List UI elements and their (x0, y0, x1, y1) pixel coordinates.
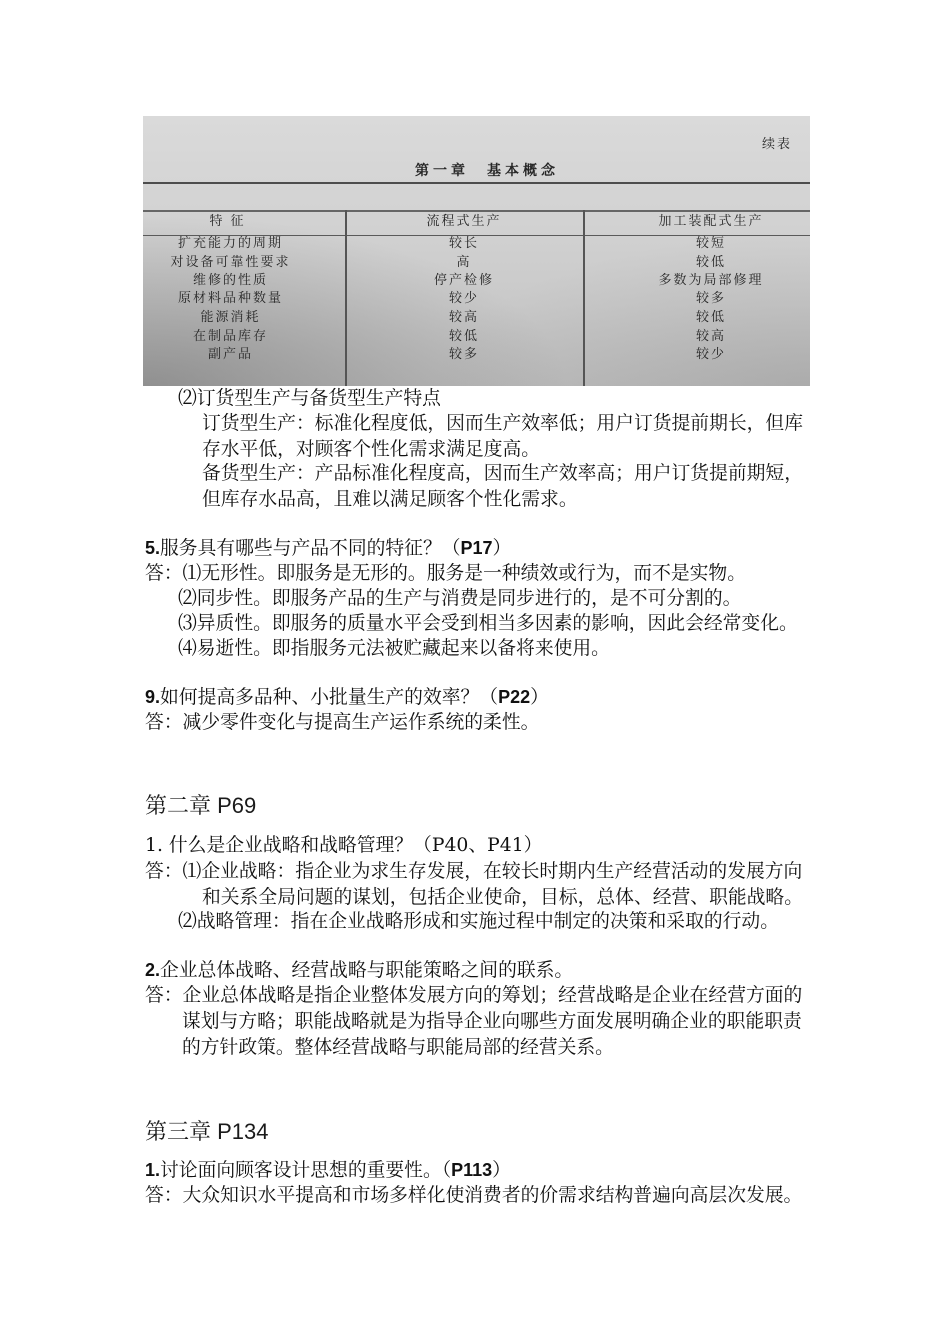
table-cell-flow: 较多 (448, 347, 479, 362)
table-cell-feature: 能源消耗 (200, 310, 261, 325)
answer-line: 答：⑴无形性。即服务是无形的。服务是一种绩效或行为，而不是实物。 (145, 563, 746, 584)
table-cell-flow: 较长 (448, 236, 479, 251)
table-cell-flow: 较少 (448, 291, 479, 306)
answer-line: ⑵战略管理：指在企业战略形成和实施过程中制定的决策和采取的行动。 (178, 911, 779, 932)
question-title: 1. 什么是企业战略和战略管理？（P40、P41） (145, 835, 543, 856)
table-header-cell: 加工装配式生产 (658, 214, 764, 229)
answer-line: 和关系全局问题的谋划，包括企业使命，目标，总体、经营、职能战略。 (202, 887, 803, 908)
answer-line: 答：企业总体战略是指企业整体发展方向的筹划；经营战略是企业在经营方面的 (145, 985, 803, 1006)
question-text: 企业总体战略、经营战略与职能策略之间的联系。 (160, 960, 574, 981)
question-number: 1. (145, 1160, 161, 1180)
table-cell-flow: 停产检修 (433, 273, 494, 288)
table-row (143, 273, 810, 289)
continued-label: 续表 (762, 137, 793, 152)
answer-line: 答：⑴企业战略：指企业为求生存发展，在较长时期内生产经营活动的发展方向 (145, 861, 803, 882)
table-cell-feature: 原材料品种数量 (177, 291, 283, 306)
chapter-heading: 第二章 P69 (145, 793, 257, 818)
question-title (145, 685, 549, 710)
page-reference: P113 (451, 1160, 493, 1180)
chapter-heading: 第三章 P134 (145, 1119, 269, 1144)
question-close: ） (530, 687, 549, 708)
table-row (143, 347, 810, 363)
textbook-table-photo (143, 116, 810, 386)
answer-line: 答：大众知识水平提高和市场多样化使消费者的价需求结构普遍向高层次发展。 (145, 1185, 803, 1206)
table-cell-flow: 较低 (448, 329, 479, 344)
answer-line: ⑵同步性。即服务产品的生产与消费是同步进行的，是不可分割的。 (178, 588, 742, 609)
table-cell-feature: 在制品库存 (192, 329, 268, 344)
page-reference: P17 (460, 538, 493, 558)
paragraph-line: 存水平低，对顾客个性化需求满足度高。 (202, 439, 541, 460)
subsection-title: ⑵订货型生产与备货型生产特点 (178, 388, 441, 409)
question-number: 2. (145, 960, 161, 980)
question-title (145, 1158, 511, 1183)
table-row (143, 310, 810, 326)
question-text: 讨论面向顾客设计思想的重要性。（ (160, 1160, 452, 1181)
paragraph-line: 订货型生产：标准化程度低，因而生产效率低；用户订货提前期长，但库 (202, 413, 803, 434)
table-cell-assembly: 较低 (695, 310, 726, 325)
table-cell-assembly: 较多 (695, 291, 726, 306)
table-row (143, 236, 810, 252)
table-cell-feature: 维修的性质 (192, 273, 268, 288)
photo-content (143, 116, 810, 386)
table-cell-flow: 高 (456, 255, 472, 270)
question-close: ） (492, 1160, 511, 1181)
table-cell-assembly: 多数为局部修理 (658, 273, 764, 288)
answer-line: 谋划与方略；职能战略就是为指导企业向哪些方面发展明确企业的职能职责 (182, 1011, 802, 1032)
table-cell-assembly: 较少 (695, 347, 726, 362)
table-cell-assembly: 较短 (695, 236, 726, 251)
answer-line: ⑶异质性。即服务的质量水平会受到相当多因素的影响，因此会经常变化。 (178, 613, 798, 634)
answer-line: 的方针政策。整体经营战略与职能局部的经营关系。 (182, 1037, 614, 1058)
table-row (143, 329, 810, 345)
table-header-row (143, 214, 810, 230)
chapter-header: 第一章 基本概念 (415, 163, 559, 179)
table-row (143, 291, 810, 307)
table-row (143, 255, 810, 271)
answer-line: ⑷易逝性。即指服务元法被贮藏起来以备将来使用。 (178, 638, 610, 659)
question-number: 5. (145, 538, 161, 558)
table-cell-flow: 较高 (448, 310, 479, 325)
question-text: 服务具有哪些与产品不同的特征？（ (160, 538, 461, 559)
question-title (145, 958, 573, 983)
table-header-cell: 流程式生产 (426, 214, 502, 229)
paragraph-line: 备货型生产：产品标准化程度高，因而生产效率高；用户订货提前期短， (202, 463, 803, 484)
table-cell-feature: 副产品 (207, 347, 253, 362)
page-reference: P22 (498, 687, 531, 707)
answer-line: 答：减少零件变化与提高生产运作系统的柔性。 (145, 712, 540, 733)
question-title (145, 536, 511, 561)
table-cell-assembly: 较高 (695, 329, 726, 344)
table-header-cell: 特征 (209, 214, 252, 229)
header-rule (143, 182, 810, 184)
question-close: ） (492, 538, 512, 559)
table-top-rule (143, 210, 810, 212)
table-cell-feature: 对设备可靠性要求 (170, 255, 291, 270)
table-cell-feature: 扩充能力的周期 (177, 236, 283, 251)
question-text: 如何提高多品种、小批量生产的效率？（ (160, 687, 499, 708)
table-cell-assembly: 较低 (695, 255, 726, 270)
question-number: 9. (145, 687, 161, 707)
paragraph-line: 但库存水品高，且难以满足顾客个性化需求。 (202, 489, 578, 510)
